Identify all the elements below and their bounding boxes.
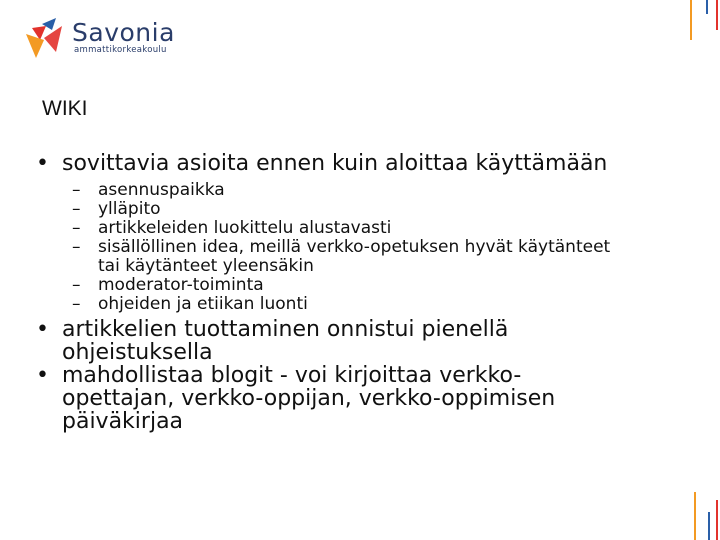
bullet-text: mahdollistaa blogit - voi kirjoittaa verkko-opettajan, verkko-oppijan, verkko-oppimisen päiväkirjaa — [62, 363, 556, 434]
bullet-text: sovittavia asioita ennen kuin aloittaa käyttämään — [62, 151, 608, 176]
bullet-icon: • — [36, 151, 49, 176]
bullet-icon: • — [36, 363, 49, 388]
logo-subtitle: ammattikorkeakoulu — [74, 45, 167, 55]
sub-item-text: artikkeleiden luokittelu alustavasti — [98, 218, 392, 238]
sub-item-text: asennuspaikka — [98, 180, 225, 200]
dash-icon: – — [72, 180, 81, 200]
logo-wordmark: Savonia — [72, 18, 175, 47]
dash-icon: – — [72, 199, 81, 219]
savonia-logo — [22, 18, 182, 62]
savonia-logo-mark — [22, 18, 74, 62]
sub-item — [32, 219, 672, 238]
bullet-item — [32, 152, 672, 175]
sub-item — [32, 295, 672, 314]
sub-item-text: ylläpito — [98, 199, 161, 219]
sub-item-text: moderator-toiminta — [98, 275, 264, 295]
dash-icon: – — [72, 294, 81, 314]
sub-item-text: ohjeiden ja etiikan luonti — [98, 294, 308, 314]
sub-item — [32, 200, 672, 219]
bullet-text: artikkelien tuottaminen onnistui pienellä ohjeistuksella — [62, 317, 509, 365]
sub-item — [32, 181, 672, 200]
dash-icon: – — [72, 237, 81, 257]
bullet-icon: • — [36, 317, 49, 342]
dash-icon: – — [72, 218, 81, 238]
sub-item — [32, 276, 672, 295]
sub-item — [32, 238, 618, 276]
bullet-item — [32, 364, 622, 433]
slide-title: WIKI — [42, 97, 88, 120]
slide-body — [32, 152, 672, 433]
sub-item-text: sisällöllinen idea, meillä verkko-opetuksen hyvät käytänteet tai käytänteet yleensäkin — [98, 237, 611, 276]
dash-icon: – — [72, 275, 81, 295]
bullet-item — [32, 318, 622, 364]
